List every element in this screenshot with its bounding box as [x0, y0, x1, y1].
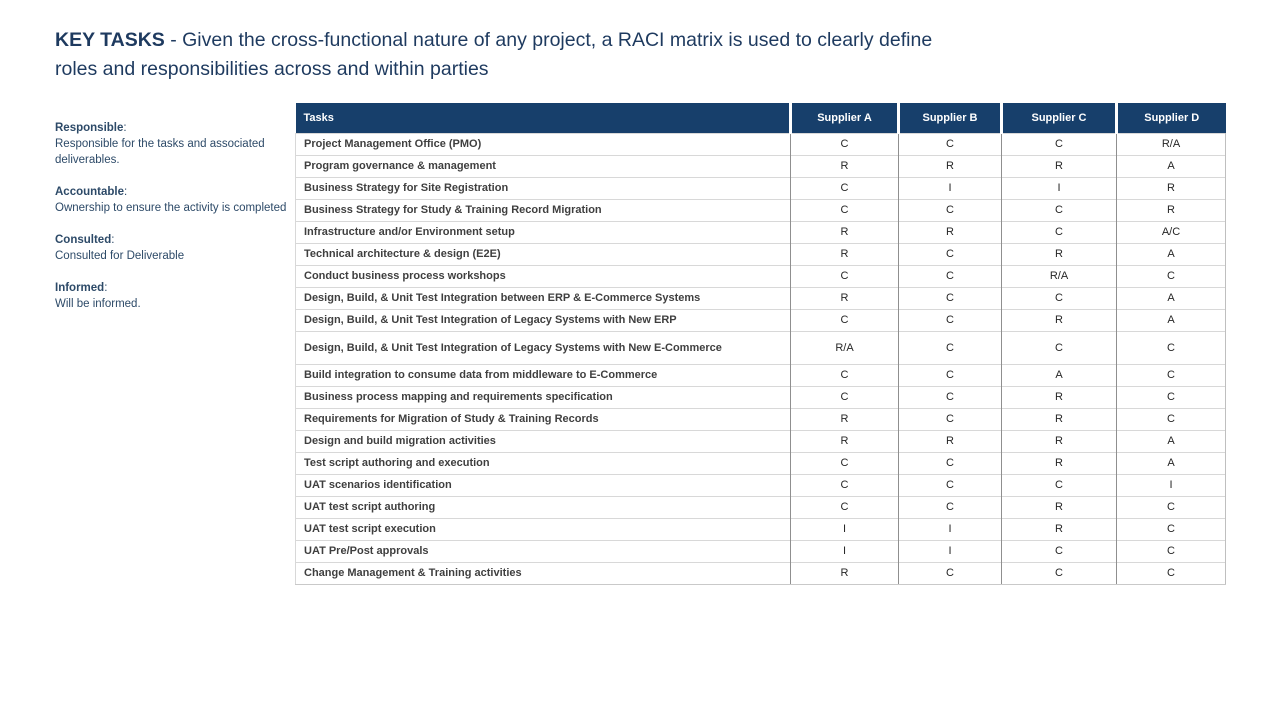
- raci-cell: A: [1002, 364, 1117, 386]
- legend-item: Consulted: Consulted for Deliverable: [55, 232, 287, 264]
- raci-cell: A/C: [1117, 221, 1226, 243]
- raci-cell: R: [791, 430, 899, 452]
- raci-cell: R: [1002, 243, 1117, 265]
- task-cell: Business Strategy for Study & Training Record Migration: [296, 199, 791, 221]
- legend-definition: Consulted for Deliverable: [55, 250, 185, 262]
- raci-cell: C: [791, 452, 899, 474]
- title-text: - Given the cross-functional nature of any project, a RACI matrix is used to clearly define roles and responsibilities across and within parties: [55, 29, 933, 80]
- table-row: [296, 452, 1226, 474]
- raci-cell: R: [1002, 496, 1117, 518]
- table-row: [296, 474, 1226, 496]
- table-row: [296, 287, 1226, 309]
- raci-cell: R: [1117, 177, 1226, 199]
- legend-definition: Will be informed.: [55, 298, 141, 310]
- legend-term: Consulted: [55, 234, 112, 246]
- page-title: [55, 26, 970, 84]
- task-cell: Design and build migration activities: [296, 430, 791, 452]
- raci-cell: C: [1002, 199, 1117, 221]
- raci-cell: C: [899, 133, 1002, 155]
- legend-item: Accountable: Ownership to ensure the activity is completed: [55, 186, 287, 214]
- task-cell: UAT test script execution: [296, 518, 791, 540]
- raci-cell: R: [791, 155, 899, 177]
- raci-cell: C: [791, 364, 899, 386]
- raci-cell: I: [791, 518, 899, 540]
- raci-cell: R: [1002, 408, 1117, 430]
- raci-cell: C: [1117, 540, 1226, 562]
- raci-cell: A: [1117, 430, 1226, 452]
- task-cell: Test script authoring and execution: [296, 452, 791, 474]
- raci-cell: I: [899, 540, 1002, 562]
- table-row: [296, 177, 1226, 199]
- table-row: [296, 408, 1226, 430]
- table-row: [296, 364, 1226, 386]
- raci-cell: C: [1002, 562, 1117, 584]
- task-cell: Requirements for Migration of Study & Training Records: [296, 408, 791, 430]
- raci-cell: C: [791, 133, 899, 155]
- table-row: [296, 309, 1226, 331]
- table-row: [296, 243, 1226, 265]
- raci-cell: A: [1117, 309, 1226, 331]
- raci-cell: R: [899, 430, 1002, 452]
- task-cell: UAT test script authoring: [296, 496, 791, 518]
- raci-table: [295, 103, 1226, 585]
- raci-cell: C: [791, 309, 899, 331]
- supplier-column-header: Supplier C: [1002, 103, 1117, 133]
- raci-cell: A: [1117, 243, 1226, 265]
- raci-cell: R/A: [1002, 265, 1117, 287]
- raci-cell: R: [1117, 199, 1226, 221]
- task-cell: Infrastructure and/or Environment setup: [296, 221, 791, 243]
- raci-cell: A: [1117, 155, 1226, 177]
- table-row: [296, 386, 1226, 408]
- raci-cell: C: [899, 562, 1002, 584]
- task-cell: Technical architecture & design (E2E): [296, 243, 791, 265]
- task-cell: UAT scenarios identification: [296, 474, 791, 496]
- raci-cell: C: [791, 199, 899, 221]
- tasks-column-header: Tasks: [296, 103, 791, 133]
- raci-cell: C: [899, 243, 1002, 265]
- task-cell: Business Strategy for Site Registration: [296, 177, 791, 199]
- task-cell: Design, Build, & Unit Test Integration of Legacy Systems with New ERP: [296, 309, 791, 331]
- raci-cell: I: [1117, 474, 1226, 496]
- raci-cell: C: [791, 474, 899, 496]
- table-row: [296, 518, 1226, 540]
- task-cell: Design, Build, & Unit Test Integration between ERP & E-Commerce Systems: [296, 287, 791, 309]
- raci-cell: C: [1117, 496, 1226, 518]
- title-keyword: KEY TASKS: [55, 29, 165, 51]
- raci-cell: C: [899, 309, 1002, 331]
- raci-cell: C: [791, 177, 899, 199]
- raci-cell: C: [1117, 562, 1226, 584]
- task-cell: Design, Build, & Unit Test Integration of Legacy Systems with New E-Commerce: [296, 331, 791, 364]
- supplier-column-header: Supplier B: [899, 103, 1002, 133]
- raci-cell: C: [1002, 287, 1117, 309]
- legend-term: Responsible: [55, 122, 124, 134]
- legend-term: Accountable: [55, 186, 125, 198]
- raci-cell: I: [1002, 177, 1117, 199]
- raci-cell: R: [791, 408, 899, 430]
- raci-cell: A: [1117, 452, 1226, 474]
- raci-cell: R: [791, 243, 899, 265]
- table-row: [296, 430, 1226, 452]
- raci-cell: A: [1117, 287, 1226, 309]
- legend-definition: Responsible for the tasks and associated deliverables.: [55, 138, 265, 166]
- raci-cell: C: [899, 199, 1002, 221]
- raci-cell: C: [1117, 364, 1226, 386]
- raci-cell: C: [791, 386, 899, 408]
- supplier-column-header: Supplier A: [791, 103, 899, 133]
- raci-cell: C: [791, 265, 899, 287]
- task-cell: UAT Pre/Post approvals: [296, 540, 791, 562]
- raci-cell: I: [899, 518, 1002, 540]
- raci-cell: R/A: [1117, 133, 1226, 155]
- table-header-row: [296, 103, 1226, 133]
- legend-item: Responsible: Responsible for the tasks and associated deliverables.: [55, 120, 287, 168]
- raci-cell: C: [899, 408, 1002, 430]
- legend-definition: Ownership to ensure the activity is completed: [55, 202, 287, 214]
- raci-cell: C: [1117, 265, 1226, 287]
- raci-cell: R: [791, 221, 899, 243]
- raci-cell: R: [899, 155, 1002, 177]
- task-cell: Project Management Office (PMO): [296, 133, 791, 155]
- raci-cell: C: [899, 386, 1002, 408]
- legend-term: Informed: [55, 282, 105, 294]
- supplier-column-header: Supplier D: [1117, 103, 1226, 133]
- table-row: [296, 265, 1226, 287]
- raci-cell: C: [899, 331, 1002, 364]
- raci-cell: R: [1002, 386, 1117, 408]
- raci-cell: C: [899, 265, 1002, 287]
- raci-cell: R: [899, 221, 1002, 243]
- raci-cell: R: [791, 287, 899, 309]
- table-row: [296, 562, 1226, 584]
- raci-cell: R: [1002, 518, 1117, 540]
- raci-cell: R: [1002, 309, 1117, 331]
- raci-legend: [55, 120, 287, 328]
- task-cell: Change Management & Training activities: [296, 562, 791, 584]
- raci-cell: C: [1002, 540, 1117, 562]
- raci-cell: R: [1002, 452, 1117, 474]
- raci-cell: C: [791, 496, 899, 518]
- table-row: [296, 199, 1226, 221]
- raci-cell: C: [899, 474, 1002, 496]
- task-cell: Conduct business process workshops: [296, 265, 791, 287]
- raci-cell: C: [899, 452, 1002, 474]
- raci-cell: R: [1002, 430, 1117, 452]
- raci-cell: R: [1002, 155, 1117, 177]
- raci-cell: C: [1002, 221, 1117, 243]
- raci-cell: I: [899, 177, 1002, 199]
- raci-cell: C: [1117, 331, 1226, 364]
- task-cell: Build integration to consume data from middleware to E-Commerce: [296, 364, 791, 386]
- raci-cell: R: [791, 562, 899, 584]
- raci-cell: C: [1002, 133, 1117, 155]
- raci-cell: C: [899, 287, 1002, 309]
- task-cell: Business process mapping and requirements specification: [296, 386, 791, 408]
- table-row: [296, 133, 1226, 155]
- raci-cell: C: [1117, 518, 1226, 540]
- raci-cell: C: [1117, 386, 1226, 408]
- table-row: [296, 155, 1226, 177]
- raci-cell: C: [1002, 474, 1117, 496]
- raci-cell: R/A: [791, 331, 899, 364]
- table-row: [296, 496, 1226, 518]
- table-row: [296, 221, 1226, 243]
- raci-cell: C: [1002, 331, 1117, 364]
- raci-cell: C: [899, 364, 1002, 386]
- raci-cell: I: [791, 540, 899, 562]
- legend-item: Informed: Will be informed.: [55, 280, 287, 312]
- table-row: [296, 331, 1226, 364]
- raci-cell: C: [899, 496, 1002, 518]
- task-cell: Program governance & management: [296, 155, 791, 177]
- table-row: [296, 540, 1226, 562]
- raci-cell: C: [1117, 408, 1226, 430]
